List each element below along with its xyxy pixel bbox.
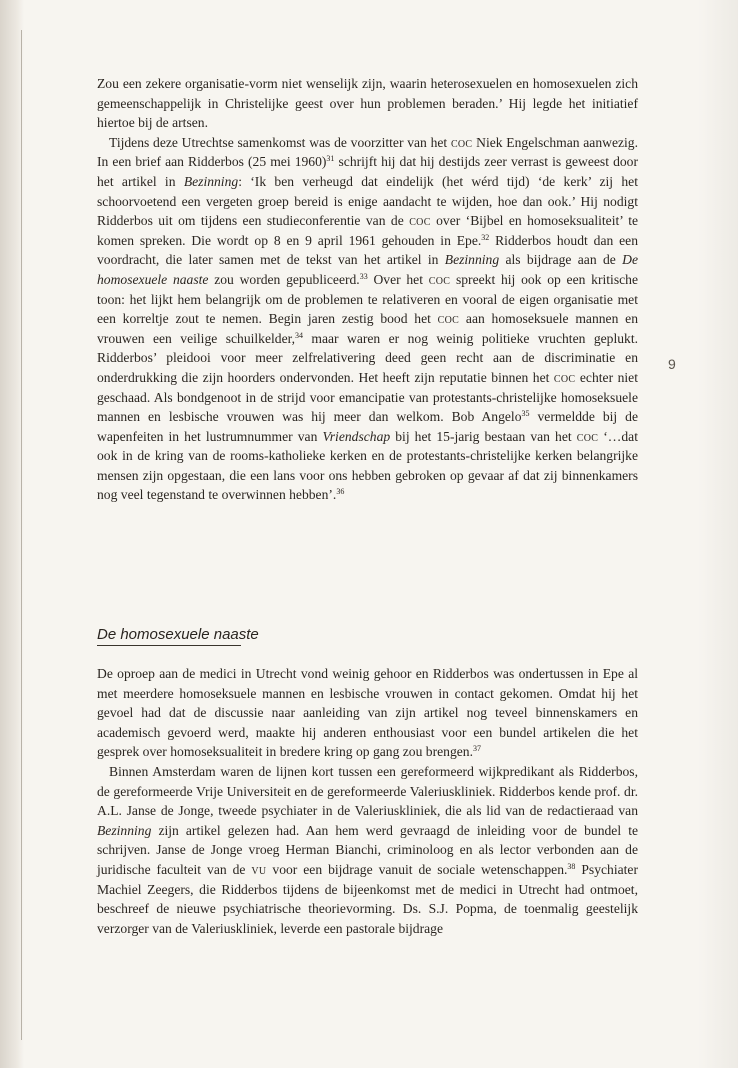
journal-title: Bezinning [97,822,152,838]
text-run: aan homoseksuele mannen en vrouwen een veilige schuilkelder, [97,311,638,346]
paragraph [97,664,638,762]
text-run: vermeldde bij de wapenfeiten in het lustrumnummer van [97,409,638,444]
text-run: spreekt hij ook op een kritische toon: het lijkt hem belangrijk om de problemen te relativeren en vooral de eigen organisatie met een korreltje zout te nemen. Begin jaren zestig bood het [97,271,638,327]
heading-underline [97,645,241,646]
footnote-ref: 36 [336,487,345,497]
text-run: Over het [367,271,429,287]
paragraph [97,74,638,133]
text-run: over ‘Bijbel en homoseksualiteit’ te komen spreken. Die wordt op 8 en 9 april 1961 gehouden in Epe. [97,213,638,248]
text-run: zijn artikel gelezen had. Aan hem werd gevraagd de inleiding voor de bundel te schrijven. Janse de Jonge vroeg Herman Bianchi, criminoloog en als lector verbonden aan de juridische faculteit van de [97,822,638,877]
text-run: Binnen Amsterdam waren de lijnen kort tussen een gereformeerd wijkpredikant als Ridderbos, de gereformeerde Vrije Universiteit en de gereformeerde Valeriuskliniek. Ridderbos kende prof. dr. A.L. Janse de Jonge, tweede psychiater in de Valeriuskliniek, die als lid van de redactieraad van [97,763,638,819]
page-edge-line [21,30,22,1040]
paragraph-text: Zou een zekere organisatie-vorm niet wenselijk zijn, waarin heterosexuelen en homosexuelen zich gemeenschappelijk in Christelijke geest over hun problemen beraden.’ Hij legde het initiatief hiertoe bij de artsen. [97,76,638,131]
text-run: Tijdens deze Utrechtse samenkomst was de voorzitter van het [109,134,451,150]
text-run: zou worden gepubliceerd. [208,271,360,287]
page-right-shadow [698,0,738,1068]
text-run: : ‘Ik ben verheugd dat eindelijk (het wérd tijd) ‘de kerk’ zij het schoorvoetend een vergeten groep bereid is enige aandacht te wijden, hoe dan ook.’ Hij nodigt Ridderbos uit om tijdens een studieconferentie van de [97,173,638,229]
text-run: Psychiater Machiel Zeegers, die Ridderbos tijdens de bijeenkomst met de medici in Utrecht had ontmoet, beschreef de nieuwe psychiatrische theorievorming. Ds. S.J. Popma, de toenmalig geestelijk verzorger van de Valeriuskliniek, leverde een pastorale bijdrage [97,861,638,936]
footnote-ref: 37 [472,744,481,754]
footnote-ref: 31 [326,154,335,164]
footnote-ref: 35 [521,409,530,419]
org-abbreviation: coc [450,134,473,150]
text-run: Ridderbos houdt dan een voordracht, die later samen met de tekst van het artikel in [97,232,638,268]
body-text-block-2 [97,664,638,938]
org-abbreviation: coc [409,213,431,229]
footnote-ref: 38 [567,861,576,871]
page-number: 9 [668,356,676,372]
text-run: ‘…dat ook in de kring van de rooms-katholieke kerken en de protestants-christelijke kerken belangrijke mensen zijn opgestaan, die een lans voor ons hebben gebroken op gevaar af dat zij binnenkamers nog veel tegenstand te overwinnen hebben’. [97,428,638,503]
paragraph [97,133,638,505]
text-run: als bijdrage aan de [499,252,623,268]
magazine-title: Vriendschap [322,428,391,444]
journal-title: Bezinning [444,252,500,268]
org-abbreviation: coc [553,369,576,385]
text-run: maar waren er nog weinig politieke vruchten geplukt. Ridderbos’ pleidooi voor meer zelfrelativering deed geen recht aan de discriminatie en onderdrukking die zijn hoorders ondervonden. Het heeft zijn reputatie binnen het [97,330,638,385]
text-run: bij het 15-jarig bestaan van het [390,428,577,444]
footnote-ref: 32 [481,232,490,242]
section-heading: De homosexuele naaste [97,626,259,643]
org-abbreviation: coc [428,271,451,287]
text-run: schrijft hij dat hij destijds zeer verrast is geweest door het artikel in [97,154,639,189]
paragraph [97,762,638,938]
book-title: De homosexuele naaste [97,252,638,287]
text-run: De oproep aan de medici in Utrecht vond weinig gehoor en Ridderbos was ondertussen in Epe al met meerdere homoseksuele mannen en lesbische vrouwen in contact gekomen. Omdat hij het gevoel had dat de discussie naar aanleiding van zijn artikel nog teveel binnenskamers en academisch gevoerd werd, maakte hij anderen enthousiast voor een bundel artikelen die het gesprek over homoseksualiteit in bredere kring op gang zou brengen. [97,666,638,760]
org-abbreviation: coc [576,428,599,444]
text-run: Niek Engelschman aanwezig. In een brief aan Ridderbos (25 mei 1960) [97,134,638,170]
footnote-ref: 33 [359,271,368,281]
footnote-ref: 34 [294,330,303,340]
org-abbreviation: coc [437,311,460,327]
body-text-block-1 [97,74,638,505]
text-run: echter niet geschaad. Als bondgenoot in de strijd voor emancipatie van protestants-christelijke homoseksuele mannen en lesbische vrouwen was hij meer dan welkom. Bob Angelo [97,369,638,425]
text-run: voor een bijdrage vanuit de sociale wetenschappen. [266,861,568,877]
journal-title: Bezinning [183,173,239,189]
org-abbreviation: vu [251,861,267,877]
